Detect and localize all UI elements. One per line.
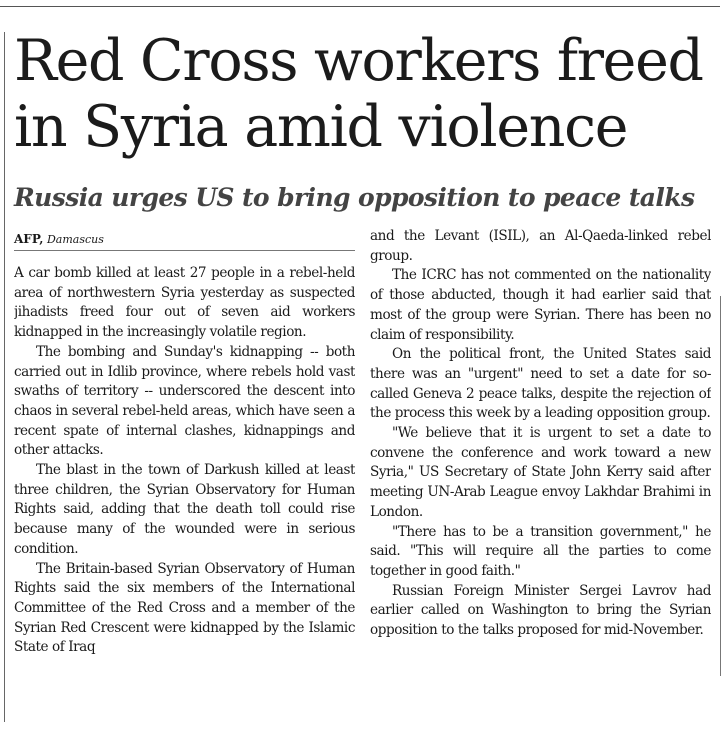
paragraph: The blast in the town of Darkush killed at least three children, the Syrian Observatory for Human Rights said, adding that the death toll could rise because many of the wounded were in serious condition. [14, 462, 355, 557]
paragraph: On the political front, the United States said there was an "urgent" need to set a date for so-called Geneva 2 peace talks, despite the rejection of the process this week by a leading opposition group. [370, 346, 711, 422]
paragraph: "We believe that it is urgent to set a date to convene the conference and work toward a new Syria," US Secretary of State John Kerry said after meeting UN-Arab League envoy Lakhdar Brahimi in London. [370, 425, 711, 520]
headline: Red Cross workers freed in Syria amid violence [14, 28, 703, 160]
byline-rule [14, 250, 355, 251]
byline [14, 231, 354, 251]
paragraph: The ICRC has not commented on the nationality of those abducted, though it had earlier said that most of the group were Syrian. There has been no claim of responsibility. [370, 267, 711, 343]
paragraph: "There has to be a transition government," he said. "This will require all the parties to come together in good faith." [370, 523, 711, 579]
paragraph: and the Levant (ISIL), an Al-Qaeda-linked rebel group. [370, 228, 711, 264]
byline-location: Damascus [46, 233, 104, 246]
left-column-rule [4, 32, 5, 722]
paragraph: The bombing and Sunday's kidnapping -- both carried out in Idlib province, where rebels hold vast swaths of territory -- underscored the descent into chaos in several rebel-held areas, which have seen a recent spate of internal clashes, kidnappings and other attacks. [14, 343, 355, 459]
top-rule [0, 6, 720, 7]
right-column-rule [720, 296, 721, 676]
paragraph: The Britain-based Syrian Observatory of Human Rights said the six members of the International Committee of the Red Cross and a member of the Syrian Red Crescent were kidnapped by the Islamic State of Iraq [14, 560, 355, 656]
subheadline: Russia urges US to bring opposition to peace talks [14, 183, 695, 212]
article-column-left [14, 264, 355, 724]
paragraph: Russian Foreign Minister Sergei Lavrov had earlier called on Washington to bring the Syrian opposition to the talks proposed for mid-November. [370, 582, 711, 639]
article-column-right [370, 227, 711, 727]
byline-agency: AFP, [14, 232, 44, 246]
paragraph: A car bomb killed at least 27 people in a rebel-held area of northwestern Syria yesterday as suspected jihadists freed four out of seven aid workers kidnapped in the increasingly volatile region. [14, 265, 355, 341]
